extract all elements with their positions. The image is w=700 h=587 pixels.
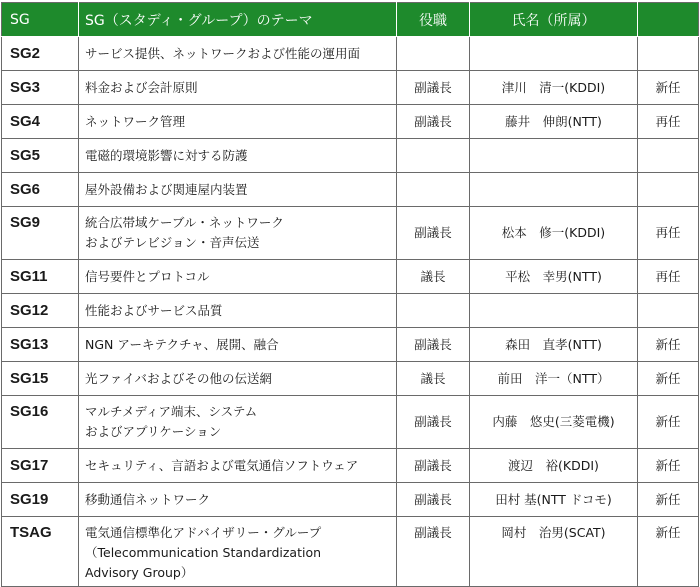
sg-theme	[79, 328, 397, 362]
table-row	[2, 207, 699, 260]
table-row	[2, 294, 699, 328]
sg-code: SG16	[2, 396, 79, 449]
sg-role: 副議長	[397, 483, 470, 517]
sg-note: 再任	[638, 260, 699, 294]
sg-note: 再任	[638, 207, 699, 260]
sg-note: 新任	[638, 483, 699, 517]
sg-note: 再任	[638, 105, 699, 139]
sg-member-name: 平松 幸男(NTT)	[470, 260, 638, 294]
sg-theme-line: 光ファイバおよびその他の伝送網	[85, 370, 273, 386]
header-note	[638, 3, 699, 37]
sg-code: SG11	[2, 260, 79, 294]
sg-theme-line: 統合広帯域ケーブル・ネットワーク	[85, 215, 284, 230]
sg-code: SG6	[2, 173, 79, 207]
table-row	[2, 517, 699, 587]
sg-theme	[79, 362, 397, 396]
sg-theme-line: 料金および会計原則	[85, 79, 198, 95]
sg-member-name: 渡辺 裕(KDDI)	[470, 449, 638, 483]
study-group-table	[1, 2, 699, 587]
sg-theme	[79, 396, 397, 449]
sg-member-name: 松本 修一(KDDI)	[470, 207, 638, 260]
sg-theme	[79, 173, 397, 207]
sg-note	[638, 37, 699, 71]
sg-theme-line: 信号要件とプロトコル	[85, 268, 210, 284]
sg-code: SG2	[2, 37, 79, 71]
sg-theme	[79, 517, 397, 587]
sg-theme	[79, 105, 397, 139]
sg-code: SG3	[2, 71, 79, 105]
table-row	[2, 37, 699, 71]
sg-theme-line: サービス提供、ネットワークおよび性能の運用面	[85, 45, 361, 61]
sg-code: SG4	[2, 105, 79, 139]
sg-theme-line: ネットワーク管理	[85, 113, 186, 129]
sg-role: 議長	[397, 362, 470, 396]
header-name: 氏名（所属）	[470, 3, 638, 37]
header-theme: SG（スタディ・グループ）のテーマ	[79, 3, 397, 37]
sg-theme-line: 屋外設備および関連屋内装置	[85, 181, 248, 197]
sg-theme-line: （Telecommunication Standardization	[85, 545, 322, 560]
sg-theme	[79, 71, 397, 105]
sg-role: 副議長	[397, 449, 470, 483]
table-row	[2, 449, 699, 483]
table-row	[2, 71, 699, 105]
sg-theme	[79, 294, 397, 328]
sg-theme	[79, 483, 397, 517]
sg-theme-line: 電気通信標準化アドバイザリー・グループ	[85, 525, 322, 540]
sg-theme-line: Advisory Group）	[85, 565, 194, 580]
table-row	[2, 396, 699, 449]
sg-role: 副議長	[397, 396, 470, 449]
table-row	[2, 362, 699, 396]
sg-theme	[79, 260, 397, 294]
sg-role	[397, 173, 470, 207]
sg-theme-line: およびアプリケーション	[85, 424, 222, 439]
sg-role: 副議長	[397, 71, 470, 105]
sg-code: SG15	[2, 362, 79, 396]
table-row	[2, 260, 699, 294]
sg-code: SG12	[2, 294, 79, 328]
sg-member-name: 森田 直孝(NTT)	[470, 328, 638, 362]
sg-note: 新任	[638, 328, 699, 362]
sg-member-name	[470, 37, 638, 71]
sg-member-name: 内藤 悠史(三菱電機)	[470, 396, 638, 449]
sg-note: 新任	[638, 362, 699, 396]
sg-code: SG13	[2, 328, 79, 362]
sg-note	[638, 173, 699, 207]
sg-role: 議長	[397, 260, 470, 294]
sg-theme	[79, 37, 397, 71]
sg-code: SG19	[2, 483, 79, 517]
sg-theme-line: マルチメディア端末、システム	[85, 404, 258, 419]
sg-member-name	[470, 139, 638, 173]
sg-member-name	[470, 294, 638, 328]
sg-theme-line: 電磁的環境影響に対する防護	[85, 147, 248, 163]
sg-note	[638, 139, 699, 173]
table-row	[2, 328, 699, 362]
sg-role	[397, 139, 470, 173]
sg-role: 副議長	[397, 105, 470, 139]
table-row	[2, 483, 699, 517]
table-row	[2, 139, 699, 173]
sg-member-name: 藤井 伸朗(NTT)	[470, 105, 638, 139]
sg-theme-line: 性能およびサービス品質	[85, 302, 223, 318]
sg-theme-line: セキュリティ、言語および電気通信ソフトウェア	[85, 457, 359, 473]
table-header-row	[2, 3, 699, 37]
sg-role	[397, 294, 470, 328]
sg-note: 新任	[638, 449, 699, 483]
sg-role: 副議長	[397, 207, 470, 260]
sg-code: TSAG	[2, 517, 79, 587]
header-role: 役職	[397, 3, 470, 37]
sg-member-name: 津川 清一(KDDI)	[470, 71, 638, 105]
table-body	[2, 37, 699, 587]
sg-member-name: 田村 基(NTT ドコモ)	[470, 483, 638, 517]
sg-note	[638, 294, 699, 328]
sg-code: SG5	[2, 139, 79, 173]
sg-code: SG17	[2, 449, 79, 483]
sg-member-name	[470, 173, 638, 207]
sg-code: SG9	[2, 207, 79, 260]
sg-member-name: 前田 洋一（NTT）	[470, 362, 638, 396]
sg-note: 新任	[638, 396, 699, 449]
sg-theme	[79, 449, 397, 483]
sg-theme	[79, 139, 397, 173]
sg-theme-line: NGN アーキテクチャ、展開、融合	[85, 336, 279, 352]
table-row	[2, 105, 699, 139]
table-row	[2, 173, 699, 207]
sg-theme	[79, 207, 397, 260]
sg-theme-line: 移動通信ネットワーク	[85, 491, 211, 507]
sg-theme-line: およびテレビジョン・音声伝送	[85, 235, 260, 250]
sg-note: 新任	[638, 71, 699, 105]
sg-member-name: 岡村 治男(SCAT)	[470, 517, 638, 587]
header-sg: SG	[2, 3, 79, 37]
sg-note: 新任	[638, 517, 699, 587]
sg-role: 副議長	[397, 328, 470, 362]
sg-role: 副議長	[397, 517, 470, 587]
sg-role	[397, 37, 470, 71]
